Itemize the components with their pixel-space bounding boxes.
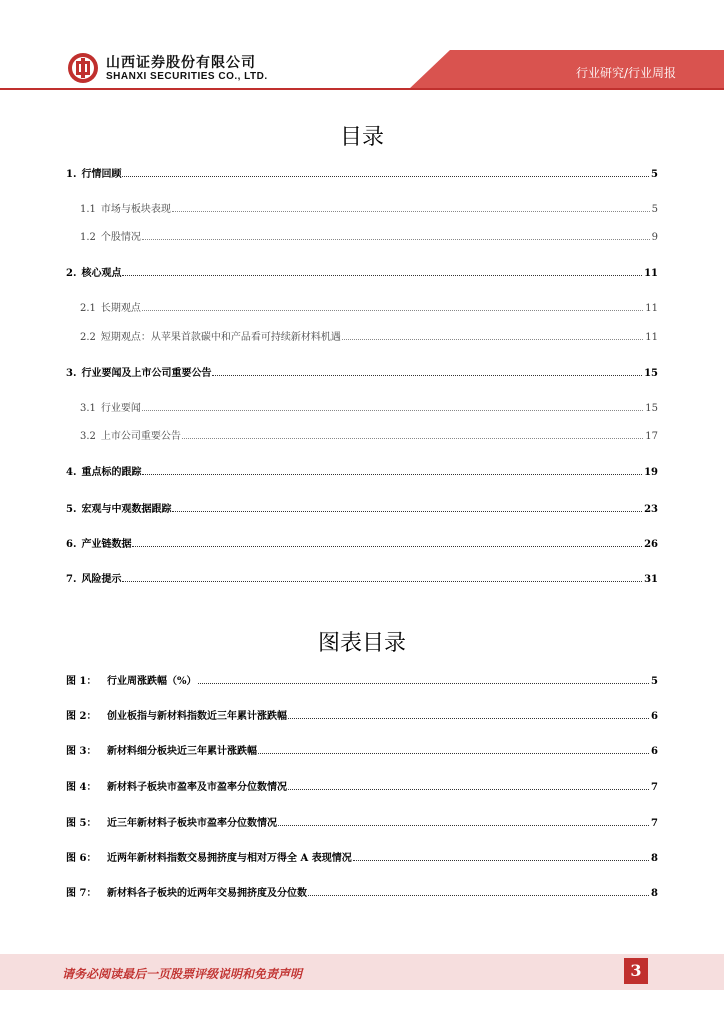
figure-list-title: 图表目录	[317, 631, 406, 656]
toc-item[interactable]: 2. 核心观点 11	[66, 268, 658, 279]
report-type-tag: 行业研究/行业周报	[575, 66, 676, 80]
page-number: 3	[624, 958, 648, 984]
toc-title: 目录	[339, 125, 384, 150]
toc-item[interactable]: 5. 宏观与中观数据跟踪 23	[66, 504, 658, 515]
company-name-cn: 山西证券股份有限公司	[106, 55, 256, 71]
company-logo-icon	[67, 52, 99, 84]
footer-disclaimer: 请务必阅读最后一页股票评级说明和免责声明	[62, 967, 303, 981]
toc-item[interactable]: 4. 重点标的跟踪 19	[66, 467, 658, 478]
toc-subitem[interactable]: 3.1 行业要闻 15	[80, 403, 658, 414]
toc-subitem[interactable]: 1.1 市场与板块表现 5	[80, 204, 658, 215]
toc-item[interactable]: 7. 风险提示 31	[66, 574, 658, 585]
figure-list-item[interactable]: 图 7： 新材料各子板块的近两年交易拥挤度及分位数 8	[66, 888, 658, 899]
toc-subitem[interactable]: 3.2 上市公司重要公告 17	[80, 431, 658, 442]
figure-list-item[interactable]: 图 4： 新材料子板块市盈率及市盈率分位数情况 7	[66, 782, 658, 793]
toc-subitem[interactable]: 2.2 短期观点：从苹果首款碳中和产品看可持续新材料机遇 11	[80, 332, 658, 343]
figure-list-item[interactable]: 图 1： 行业周涨跌幅（%） 5	[66, 676, 658, 687]
toc-item[interactable]: 3. 行业要闻及上市公司重要公告 15	[66, 368, 658, 379]
toc-subitem[interactable]: 1.2 个股情况 9	[80, 232, 658, 243]
figure-list-item[interactable]: 图 3： 新材料细分板块近三年累计涨跌幅 6	[66, 746, 658, 757]
toc-item[interactable]: 6. 产业链数据 26	[66, 539, 658, 550]
figure-list-item[interactable]: 图 5： 近三年新材料子板块市盈率分位数情况 7	[66, 818, 658, 829]
figure-list-item[interactable]: 图 2： 创业板指与新材料指数近三年累计涨跌幅 6	[66, 711, 658, 722]
figure-list-item[interactable]: 图 6： 近两年新材料指数交易拥挤度与相对万得全 A 表现情况 8	[66, 853, 658, 864]
toc-subitem[interactable]: 2.1 长期观点 11	[80, 303, 658, 314]
company-name-en: SHANXI SECURITIES CO., LTD.	[106, 71, 268, 82]
toc-item[interactable]: 1. 行情回顾 5	[66, 169, 658, 180]
